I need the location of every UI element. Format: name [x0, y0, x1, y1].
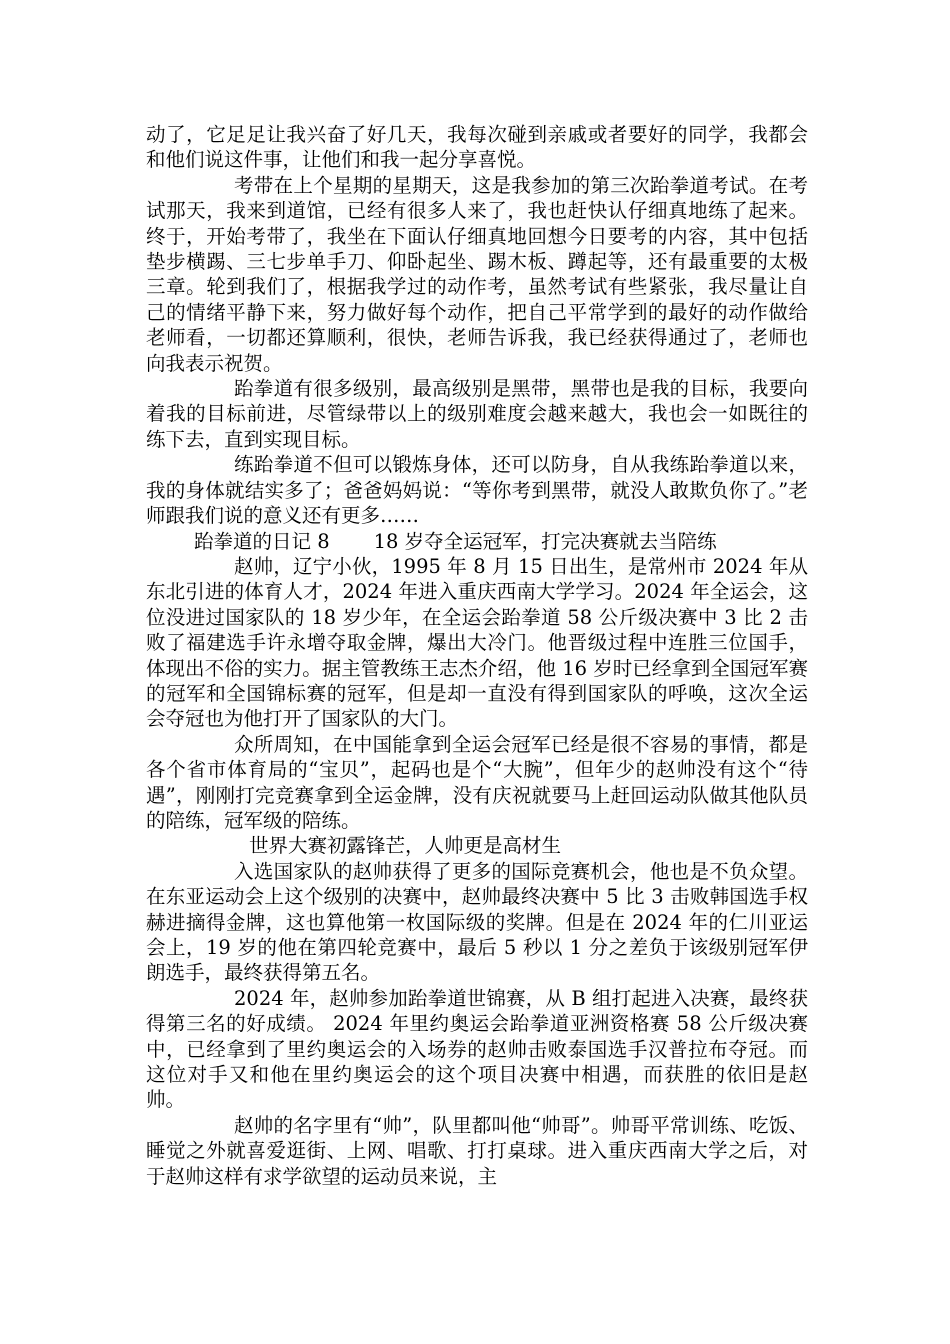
section-heading-left: 跆拳道的日记 8 — [194, 529, 330, 553]
section-heading — [146, 529, 808, 554]
paragraph-8: 2024 年，赵帅参加跆拳道世锦赛，从 B 组打起进入决赛，最终获得第三名的好成绩。 2024 年里约奥运会跆拳道亚洲资格赛 58 公斤级决赛中，已经拿到了里约奥运会的入场券的赵帅击败泰国选手汉普拉布夺冠。而这位对手又和他在里约奥运会的这个项目决赛中相遇，而获胜的依旧是赵帅。 — [146, 986, 808, 1112]
paragraph-4: 练跆拳道不但可以锻炼身体，还可以防身，自从我练跆拳道以来，我的身体就结实多了；爸爸妈妈说：“等你考到黑带，就没人敢欺负你了。”老师跟我们说的意义还有更多…… — [146, 453, 808, 528]
paragraph-2: 考带在上个星期的星期天，这是我参加的第三次跆拳道考试。在考试那天，我来到道馆，已经有很多人来了，我也赶快认仔细真地练了起来。终于，开始考带了，我坐在下面认仔细真地回想今日要考的内容，其中包括垫步横踢、三七步单手刀、仰卧起坐、踢木板、蹲起等，还有最重要的太极三章。轮到我们了，根据我学过的动作考，虽然考试有些紧张，我尽量让自己的情绪平静下来，努力做好每个动作，把自己平常学到的最好的动作做给老师看，一切都还算顺利，很快，老师告诉我，我已经获得通过了，老师也向我表示祝贺。 — [146, 173, 808, 375]
subheading: 世界大赛初露锋芒，人帅更是高材生 — [249, 834, 562, 858]
document-body — [146, 122, 808, 1189]
paragraph-1: 动了，它足足让我兴奋了好几天，我每次碰到亲戚或者要好的同学，我都会和他们说这件事，让他们和我一起分享喜悦。 — [146, 123, 808, 172]
paragraph-5: 赵帅，辽宁小伙，1995 年 8 月 15 日出生，是常州市 2024 年从东北引进的体育人才，2024 年进入重庆西南大学学习。2024 年全运会，这位没进过国家队的 18 岁少年，在全运会跆拳道 58 公斤级决赛中 3 比 2 击败了福建选手许永增夺取金牌，爆出大冷门。他晋级过程中连胜三位国手，体现出不俗的实力。据主管教练王志杰介绍，他 16 岁时已经拿到全国冠军赛的冠军和全国锦标赛的冠军，但是却一直没有得到国家队的呼唤，这次全运会夺冠也为他打开了国家队的大门。 — [146, 554, 808, 731]
paragraph-3: 跆拳道有很多级别，最高级别是黑带，黑带也是我的目标，我要向着我的目标前进，尽管绿带以上的级别难度会越来越大，我也会一如既往的练下去，直到实现目标。 — [146, 377, 808, 451]
paragraph-7: 入选国家队的赵帅获得了更多的国际竞赛机会，他也是不负众望。在东亚运动会上这个级别的决赛中，赵帅最终决赛中 5 比 3 击败韩国选手权赫进摘得金牌，这也算他第一枚国际级的奖牌。但是在 2024 年的仁川亚运会上，19 岁的他在第四轮竞赛中，最后 5 秒以 1 分之差负于该级别冠军伊朗选手，最终获得第五名。 — [146, 859, 808, 985]
section-heading-right: 18 岁夺全运冠军，打完决赛就去当陪练 — [373, 529, 717, 553]
paragraph-6: 众所周知，在中国能拿到全运会冠军已经是很不容易的事情，都是各个省市体育局的“宝贝”，起码也是个“大腕”，但年少的赵帅没有这个“待遇”，刚刚打完竞赛拿到全运金牌，没有庆祝就要马上赶回运动队做其他队员的陪练，冠军级的陪练。 — [146, 732, 808, 832]
paragraph-9: 赵帅的名字里有“帅”，队里都叫他“帅哥”。帅哥平常训练、吃饭、睡觉之外就喜爱逛街、上网、唱歌、打打桌球。进入重庆西南大学之后，对于赵帅这样有求学欲望的运动员来说，主 — [146, 1113, 808, 1188]
